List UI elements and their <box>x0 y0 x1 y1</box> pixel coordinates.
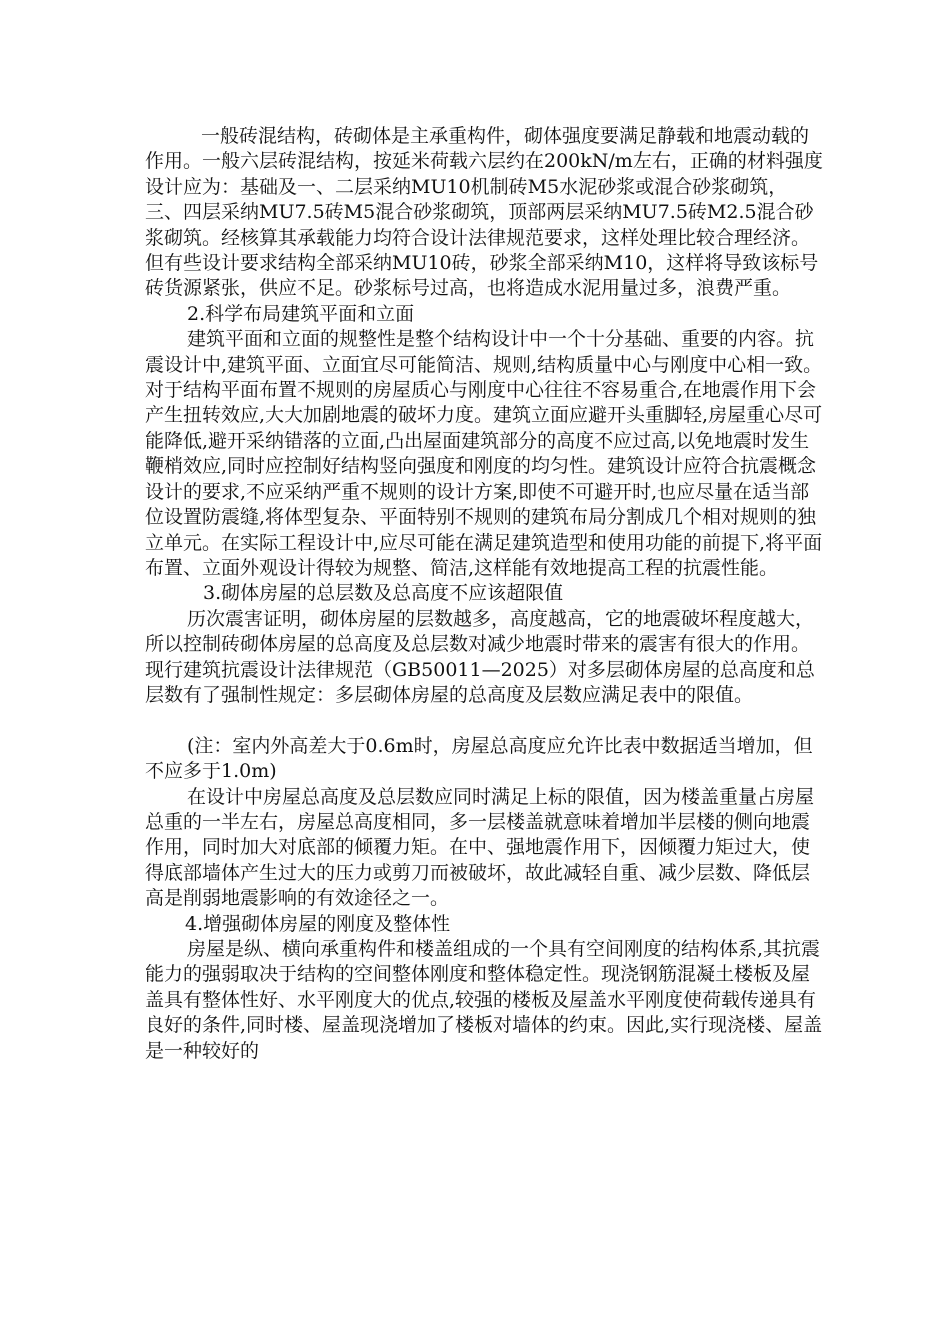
blank-line <box>145 708 825 733</box>
section-heading-3: 3.砌体房屋的总层数及总高度不应该超限值 <box>203 582 564 605</box>
paragraph-height-limits: 历次震害证明，砌体房屋的层数越多，高度越高，它的地震破坏程度越大，所以控制砖砌体房屋的总高度及总层数对减少地震时带来的震害有很大的作用。现行建筑抗震设计法律规范（GB50011—2025）对多层砌体房屋的总高度和总层数有了强制性规定：多层砌体房屋的总高度及层数应满足表中的限值。 <box>145 607 815 706</box>
paragraph-floors-weight: 在设计中房屋总高度及总层数应同时满足上标的限值，因为楼盖重量占房屋总重的一半左右，房屋总高度相同，多一层楼盖就意味着增加半层楼的侧向地震作用，同时加大对底部的倾覆力矩。在中、强地震作用下，因倾覆力矩过大，使得底部墙体产生过大的压力或剪刀而被破坏，故此减轻自重、减少层数、降低层高是削弱地震影响的有效途径之一。 <box>145 785 815 910</box>
paragraph-material-strength: 一般砖混结构，砖砌体是主承重构件，砌体强度要满足静载和地震动载的作用。一般六层砖混结构，按延米荷载六层约在200kN/m左右，正确的材料强度设计应为：基础及一、二层采纳MU10机制砖M5水泥砂浆或混合砂浆砌筑，三、四层采纳MU7.5砖M5混合砂浆砌筑，顶部两层采纳MU7.5砖M2.5混合砂浆砌筑。经核算其承载能力均符合设计法律规范要求，这样处理比较合理经济。但有些设计要求结构全部采纳MU10砖，砂浆全部采纳M10，这样将导致该标号砖货源紧张，供应不足。砂浆标号过高，也将造成水泥用量过多，浪费严重。 <box>145 125 823 300</box>
paragraph-plan-elevation: 建筑平面和立面的规整性是整个结构设计中一个十分基础、重要的内容。抗震设计中,建筑平面、立面宜尽可能简洁、规则,结构质量中心与刚度中心相一致。对于结构平面布置不规则的房屋质心与刚度中心往往不容易重合,在地震作用下会产生扭转效应,大大加剧地震的破坏力度。建筑立面应避开头重脚轻,房屋重心尽可能降低,避开采纳错落的立面,凸出屋面建筑部分的高度不应过高,以免地震时发生鞭梢效应,同时应控制好结构竖向强度和刚度的均匀性。建筑设计应符合抗震概念设计的要求,不应采纳严重不规则的设计方案,即使不可避开时,也应尽量在适当部位设置防震缝,将体型复杂、平面特别不规则的建筑布局分割成几个相对规则的独立单元。在实际工程设计中,应尽可能在满足建筑造型和使用功能的前提下,将平面布置、立面外观设计得较为规整、简洁,这样能有效地提高工程的抗震性能。 <box>145 328 823 579</box>
section-heading-2: 2.科学布局建筑平面和立面 <box>187 302 415 325</box>
paragraph-stiffness: 房屋是纵、横向承重构件和楼盖组成的一个具有空间刚度的结构体系,其抗震能力的强弱取决于结构的空间整体刚度和整体稳定性。现浇钢筋混凝土楼板及屋盖具有整体性好、水平刚度大的优点,较强的楼板及屋盖水平刚度使荷载传递具有良好的条件,同时楼、屋盖现浇增加了楼板对墙体的约束。因此,实行现浇楼、屋盖是一种较好的 <box>145 937 823 1062</box>
document-body <box>145 124 825 1064</box>
paragraph-note: (注：室内外高差大于0.6m时，房屋总高度应允许比表中数据适当增加，但不应多于1.0m) <box>145 734 813 783</box>
section-heading-4: 4.增强砌体房屋的刚度及整体性 <box>185 912 451 935</box>
